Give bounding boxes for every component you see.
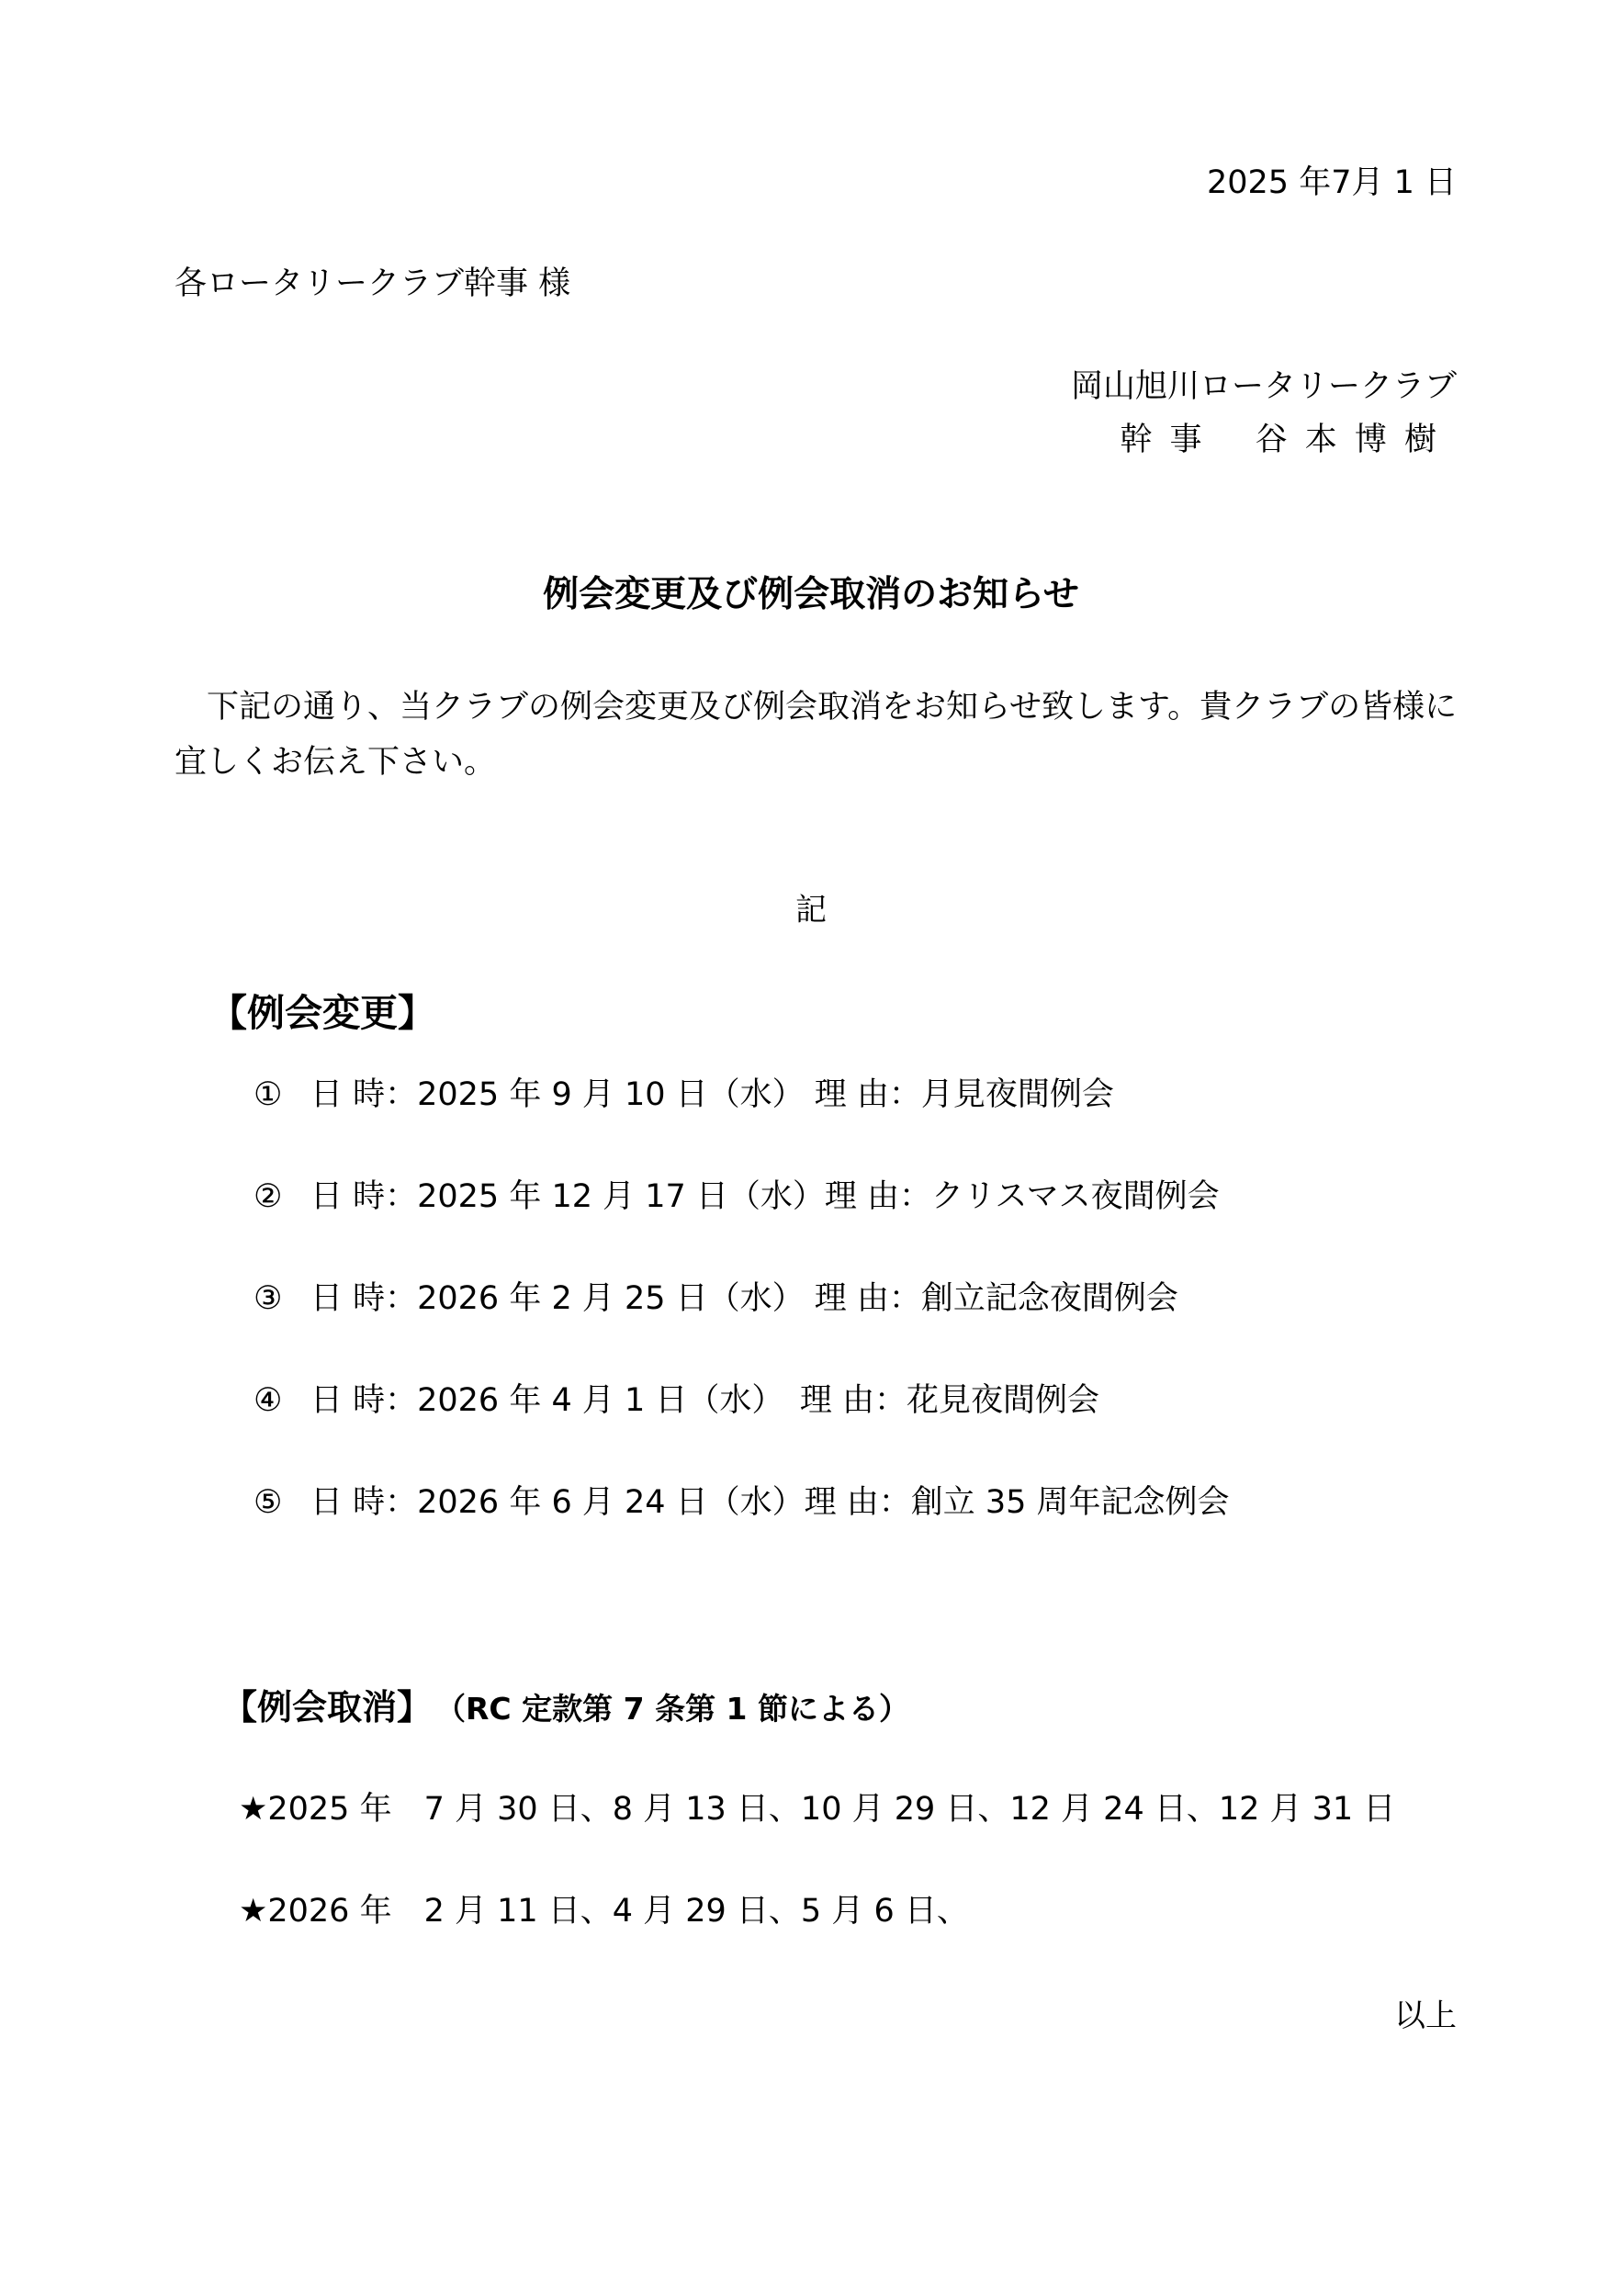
ki-marker: 記	[795, 892, 827, 929]
cancellations-note: （RC 定款第 7 条第 1 節による）	[435, 1691, 910, 1727]
body-text	[175, 680, 1460, 790]
recipient: 各ロータリークラブ幹事 様	[175, 265, 571, 302]
body-line-2: 宜しくお伝え下さい。	[175, 744, 497, 781]
cancellations-section-header	[222, 1687, 910, 1728]
document-date: 2025 年7月 1 日	[1207, 164, 1457, 201]
change-item	[253, 1382, 1099, 1419]
cancellations-heading: 【例会取消】	[222, 1687, 433, 1728]
change-item-marker: ②	[253, 1178, 283, 1215]
document-title: 例会変更及び例会取消のお知らせ	[543, 574, 1079, 615]
cancellation-item: ★2026 年 2 月 11 日、4 月 29 日、5 月 6 日、	[239, 1893, 969, 1930]
changes-heading: 【例会変更】	[209, 991, 435, 1035]
body-line-1: 下記の通り、当クラブの例会変更及び例会取消をお知らせ致します。貴クラブの皆様に	[175, 689, 1458, 726]
change-item-marker: ④	[253, 1382, 283, 1419]
change-item-text: 日 時：2026 年 4 月 1 日（水） 理 由：花見夜間例会	[310, 1382, 1099, 1419]
change-item-marker: ③	[253, 1280, 283, 1317]
change-item-text: 日 時：2025 年 9 月 10 日（水） 理 由：月見夜間例会	[310, 1076, 1114, 1113]
closing-mark: 以上	[1394, 1998, 1457, 2034]
change-item-text: 日 時：2025 年 12 月 17 日（水）理 由：クリスマス夜間例会	[310, 1178, 1220, 1215]
change-item-text: 日 時：2026 年 6 月 24 日（水）理 由：創立 35 周年記念例会	[310, 1484, 1230, 1521]
sender-name: 幹 事 谷 本 博 樹	[1120, 422, 1440, 458]
sender-organization: 岡山旭川ロータリークラブ	[1070, 368, 1457, 405]
change-item	[253, 1076, 1114, 1113]
change-item-marker: ①	[253, 1076, 283, 1113]
change-item	[253, 1280, 1178, 1317]
change-item-text: 日 時：2026 年 2 月 25 日（水） 理 由：創立記念夜間例会	[310, 1280, 1178, 1317]
change-item	[253, 1484, 1230, 1521]
change-item	[253, 1178, 1220, 1215]
cancellation-item: ★2025 年 7 月 30 日、8 月 13 日、10 月 29 日、12 月 24 日、12 月 31 日	[239, 1791, 1396, 1828]
change-item-marker: ⑤	[253, 1484, 283, 1521]
